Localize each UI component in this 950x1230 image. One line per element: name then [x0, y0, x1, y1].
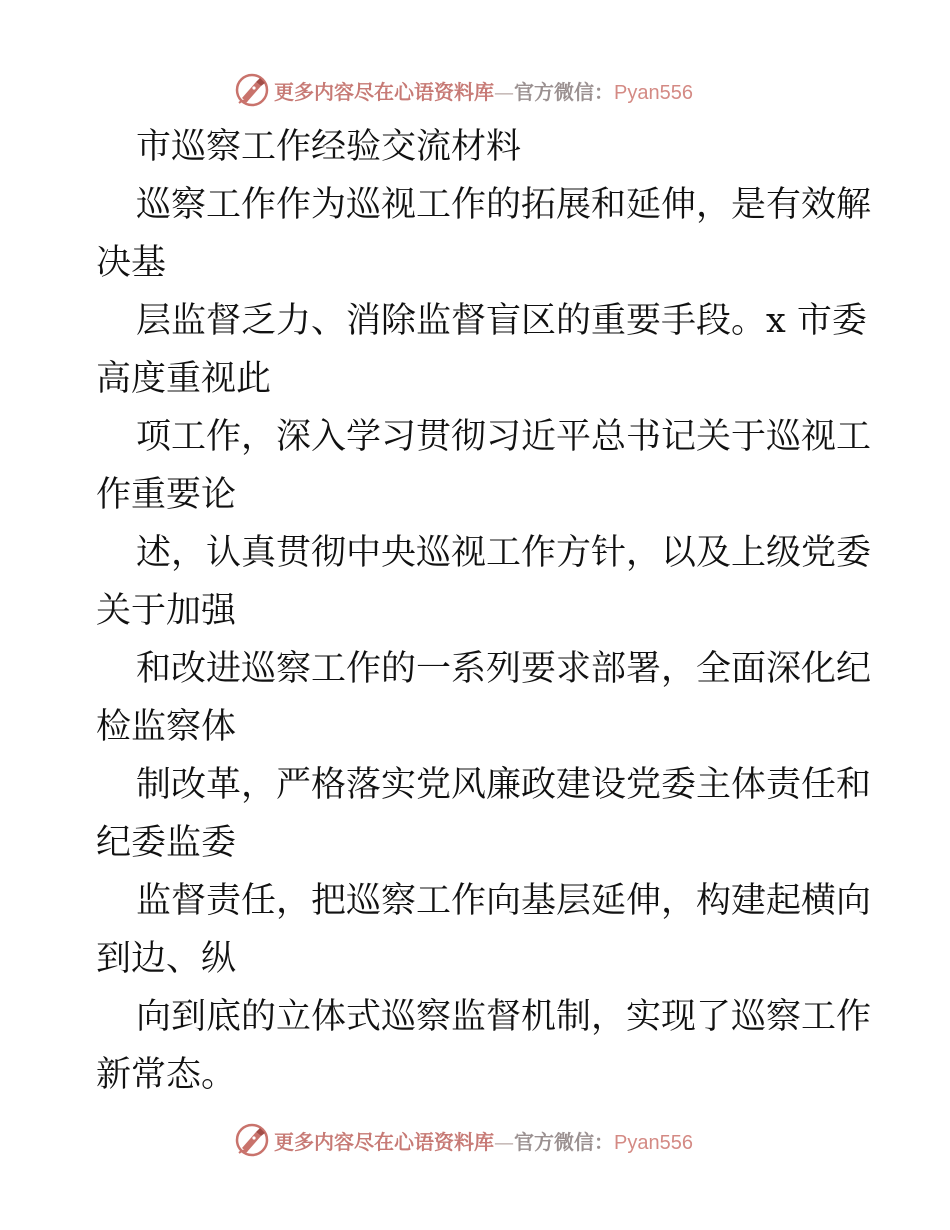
document-title: 市巡察工作经验交流材料 — [136, 127, 522, 167]
banner-title: 更多内容尽在心语资料库 — [274, 1129, 494, 1154]
banner-wechat-id: Pyan556 — [614, 81, 693, 104]
text-line: 决基 — [96, 243, 167, 283]
text-line: 向到底的立体式巡察监督机制，实现了巡察工作 — [136, 997, 872, 1037]
footer-banner — [0, 1120, 950, 1160]
banner-title: 更多内容尽在心语资料库 — [274, 79, 494, 104]
text-line: 项工作，深入学习贯彻习近平总书记关于巡视工 — [136, 417, 872, 457]
text-line: 和改进巡察工作的一系列要求部署，全面深化纪 — [136, 649, 872, 689]
text-line: 关于加强 — [96, 591, 237, 631]
text-line: 巡察工作作为巡视工作的拓展和延伸，是有效解 — [136, 185, 872, 225]
pen-nib-logo-icon — [234, 1122, 270, 1158]
text-line: 纪委监委 — [96, 823, 237, 863]
text-line: 高度重视此 — [96, 359, 272, 399]
text-line: 述，认真贯彻中央巡视工作方针，以及上级党委 — [136, 533, 872, 573]
header-banner — [0, 70, 950, 110]
banner-label: 官方微信： — [514, 1129, 614, 1154]
document-body — [96, 118, 872, 1104]
text-line: 检监察体 — [96, 707, 237, 747]
text-line: 新常态。 — [96, 1055, 237, 1095]
banner-wechat-id: Pyan556 — [614, 1131, 693, 1154]
text-line: 到边、纵 — [96, 939, 237, 979]
pen-nib-logo-icon — [234, 72, 270, 108]
text-line: 制改革，严格落实党风廉政建设党委主体责任和 — [136, 765, 872, 805]
banner-label: 官方微信： — [514, 79, 614, 104]
text-line: 层监督乏力、消除监督盲区的重要手段。x 市委 — [136, 301, 867, 341]
text-line: 作重要论 — [96, 475, 237, 515]
text-line: 监督责任，把巡察工作向基层延伸，构建起横向 — [136, 881, 872, 921]
banner-dash: — — [494, 1129, 514, 1154]
banner-dash: — — [494, 79, 514, 104]
